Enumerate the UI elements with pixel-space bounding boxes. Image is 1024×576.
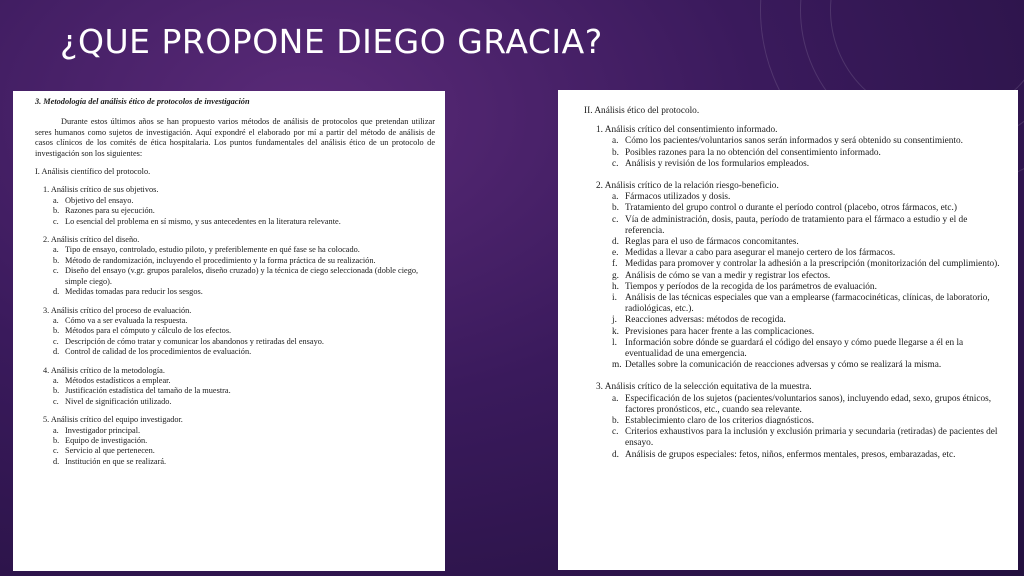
intro-paragraph: Durante estos últimos años se han propuesto varios métodos de análisis de protocolos que pretendan utilizar seres humanos como sujetos de investigación. Aquí expondré el elaborado por mí a partir del método de análisis de casos clínicos de los comités de ética hospitalaria. Los puntos fundamentales del análisis ético de un protocolo de investigación son los siguientes: [35, 117, 435, 158]
list-item-text: Métodos para el cómputo y cálculo de los efectos. [65, 326, 232, 336]
list-item-letter: d. [53, 456, 60, 466]
list-item-letter: a. [612, 192, 619, 203]
list-item-letter: c. [612, 427, 619, 438]
list-item [35, 266, 435, 287]
list-item-text: Servicio al que pertenecen. [65, 446, 155, 456]
list-item [584, 248, 1004, 259]
list-item-letter: b. [53, 386, 60, 396]
list-item-letter: d. [53, 287, 60, 297]
list-item-text: Previsiones para hacer frente a las complicaciones. [625, 326, 815, 337]
list-item-text: Investigador principal. [65, 425, 141, 435]
section-title: 1. Análisis crítico de sus objetivos. [43, 185, 159, 195]
section-title: 1. Análisis crítico del consentimiento informado. [596, 125, 778, 136]
list-item [584, 315, 1004, 326]
list-item-text: Reglas para el uso de fármacos concomitantes. [625, 237, 799, 248]
list-item-letter: a. [53, 315, 59, 325]
list-item-letter: m. [612, 360, 622, 371]
list-item-text: Método de randomización, incluyendo el procedimiento y la forma práctica de su realización. [65, 255, 376, 265]
list-item [584, 293, 1004, 315]
list-item-text: Medidas tomadas para reducir los sesgos. [65, 287, 203, 297]
list-item-text: Equipo de investigación. [65, 435, 148, 445]
list-item-letter: b. [612, 147, 619, 158]
section-title: 2. Análisis crítico de la relación riesgo-beneficio. [596, 181, 779, 192]
list-item-letter: a. [53, 425, 59, 435]
list-item [35, 436, 435, 446]
list-item-letter: b. [612, 203, 619, 214]
list-item-text: Cómo los pacientes/voluntarios sanos serán informados y será obtenido su consentimiento. [625, 136, 963, 147]
document-heading: 3. Metodología del análisis ético de protocolos de investigación [35, 97, 250, 106]
list-item-letter: k. [612, 326, 619, 337]
list-item-text: Detalles sobre la comunicación de reacciones adversas y cómo se realizará la misma. [625, 360, 942, 371]
list-item-letter: f. [612, 259, 618, 270]
section-list [584, 125, 1004, 461]
list-item [584, 427, 1004, 449]
list-item-letter: e. [612, 248, 619, 259]
list-item [35, 196, 435, 206]
list-item-letter: a. [612, 136, 619, 147]
list-item [584, 215, 1004, 237]
list-item-text: Diseño del ensayo (v.gr. grupos paralelos, diseño cruzado) y la técnica de ciego seleccionada (doble ciego, simple ciego). [65, 266, 419, 286]
list-item-text: Tipo de ensayo, controlado, estudio piloto, y preferiblemente en qué fase se ha colocado. [65, 245, 360, 255]
right-document-page [558, 90, 1018, 570]
list-item [584, 237, 1004, 248]
list-item [584, 394, 1004, 416]
section [35, 235, 435, 297]
section [584, 125, 1004, 170]
list-item-letter: c. [612, 214, 619, 225]
list-item-text: Información sobre dónde se guardará el código del ensayo y cómo puede llegarse a él en la eventualidad de una emergencia. [625, 337, 964, 360]
section [584, 181, 1004, 371]
section-title: 5. Análisis crítico del equipo investigador. [43, 415, 183, 425]
list-item-letter: c. [612, 158, 619, 169]
list-item-text: Tiempos y períodos de la recogida de los parámetros de evaluación. [625, 281, 877, 292]
list-item-letter: b. [53, 435, 60, 445]
list-item [584, 271, 1004, 282]
list-item-text: Análisis de las técnicas especiales que van a emplearse (farmacocinéticas, clínicas, de laboratorio, radiológicas, etc.). [625, 293, 990, 315]
list-item-letter: a. [53, 195, 59, 205]
list-item-letter: d. [612, 237, 619, 248]
list-item-text: Justificación estadística del tamaño de la muestra. [65, 386, 231, 396]
list-item-letter: i. [612, 293, 617, 304]
list-item-text: Análisis de grupos especiales: fetos, niños, enfermos mentales, presos, embarazadas, etc. [625, 449, 956, 460]
list-item [35, 397, 435, 407]
list-item-text: Reacciones adversas: métodos de recogida. [625, 315, 786, 326]
section [35, 185, 435, 227]
list-item [584, 192, 1004, 203]
section [584, 382, 1004, 460]
list-item [584, 136, 1004, 147]
list-item [35, 287, 435, 297]
list-item-letter: j. [612, 315, 617, 326]
list-item-text: Cómo va a ser evaluada la respuesta. [65, 315, 188, 325]
slide-title: ¿QUE PROPONE DIEGO GRACIA? [60, 22, 603, 61]
list-item [35, 217, 435, 227]
list-item [35, 426, 435, 436]
list-item [35, 256, 435, 266]
section-list [35, 185, 435, 467]
list-item-letter: d. [53, 347, 60, 357]
list-item [35, 386, 435, 396]
list-item-text: Análisis y revisión de los formularios empleados. [625, 158, 810, 169]
list-item [584, 148, 1004, 159]
list-item [35, 326, 435, 336]
section-title: 4. Análisis crítico de la metodología. [43, 365, 165, 375]
list-item-letter: b. [612, 416, 619, 427]
list-item-text: Establecimiento claro de los criterios diagnósticos. [625, 416, 814, 427]
list-item-letter: g. [612, 270, 619, 281]
list-item-letter: a. [53, 245, 59, 255]
list-item-text: Control de calidad de los procedimientos de evaluación. [65, 347, 252, 357]
list-item-text: Medidas a llevar a cabo para asegurar el manejo certero de los fármacos. [625, 248, 896, 259]
list-item-letter: c. [53, 336, 59, 346]
section [35, 415, 435, 467]
list-item [584, 360, 1004, 371]
list-item-letter: b. [53, 326, 60, 336]
list-item-text: Institución en que se realizará. [65, 456, 167, 466]
main-section-title: II. Análisis ético del protocolo. [584, 106, 700, 116]
list-item-letter: d. [612, 449, 619, 460]
section [35, 366, 435, 408]
list-item-text: Análisis de cómo se van a medir y registrar los efectos. [625, 270, 831, 281]
list-item [35, 457, 435, 467]
list-item-text: Medidas para promover y controlar la adhesión a la prescripción (monitorización del cumplimiento). [625, 259, 1000, 270]
list-item-text: Criterios exhaustivos para la inclusión y exclusión primaria y secundaria (retiradas) de pacientes del ensayo. [625, 427, 998, 449]
list-item [584, 203, 1004, 214]
list-item [584, 259, 1004, 270]
list-item-letter: a. [53, 375, 59, 385]
list-item-text: Fármacos utilizados y dosis. [625, 192, 731, 203]
section [35, 306, 435, 358]
list-item [35, 347, 435, 357]
list-item [35, 245, 435, 255]
list-item [584, 327, 1004, 338]
list-item-letter: c. [53, 266, 59, 276]
main-section-title: I. Análisis científico del protocolo. [35, 167, 151, 177]
list-item [35, 376, 435, 386]
list-item-text: Especificación de los sujetos (pacientes/voluntarios sanos), incluyendo edad, sexo, grupos étnicos, factores pronósticos, etc., cuando sea relevante. [625, 393, 992, 415]
list-item-letter: c. [53, 446, 59, 456]
list-item [584, 159, 1004, 170]
list-item-text: Nivel de significación utilizado. [65, 396, 172, 406]
list-item-letter: b. [53, 255, 60, 265]
list-item-letter: b. [53, 206, 60, 216]
list-item [584, 450, 1004, 461]
list-item [35, 446, 435, 456]
list-item-text: Tratamiento del grupo control o durante el período control (placebo, otros fármacos, etc.) [625, 203, 957, 214]
list-item [35, 316, 435, 326]
list-item [35, 206, 435, 216]
section-title: 2. Análisis crítico del diseño. [43, 235, 140, 245]
section-title: 3. Análisis crítico de la selección equitativa de la muestra. [596, 382, 812, 393]
list-item-text: Posibles razones para la no obtención del consentimiento informado. [625, 147, 881, 158]
list-item-text: Objetivo del ensayo. [65, 195, 134, 205]
list-item-letter: c. [53, 216, 59, 226]
list-item [584, 416, 1004, 427]
list-item-text: Métodos estadísticos a emplear. [65, 375, 171, 385]
list-item [584, 282, 1004, 293]
list-item-letter: h. [612, 281, 619, 292]
list-item [584, 338, 1004, 360]
list-item-letter: a. [612, 393, 619, 404]
left-document-page [13, 91, 445, 571]
section-title: 3. Análisis crítico del proceso de evaluación. [43, 305, 192, 315]
list-item-text: Descripción de cómo tratar y comunicar los abandonos y retiradas del ensayo. [65, 336, 324, 346]
list-item [35, 337, 435, 347]
list-item-letter: l. [612, 337, 617, 348]
list-item-text: Vía de administración, dosis, pauta, período de tratamiento para el fármaco a estudio y el de referencia. [625, 214, 968, 236]
list-item-text: Lo esencial del problema en sí mismo, y sus antecedentes en la literatura relevante. [65, 216, 341, 226]
list-item-text: Razones para su ejecución. [65, 206, 155, 216]
list-item-letter: c. [53, 396, 59, 406]
